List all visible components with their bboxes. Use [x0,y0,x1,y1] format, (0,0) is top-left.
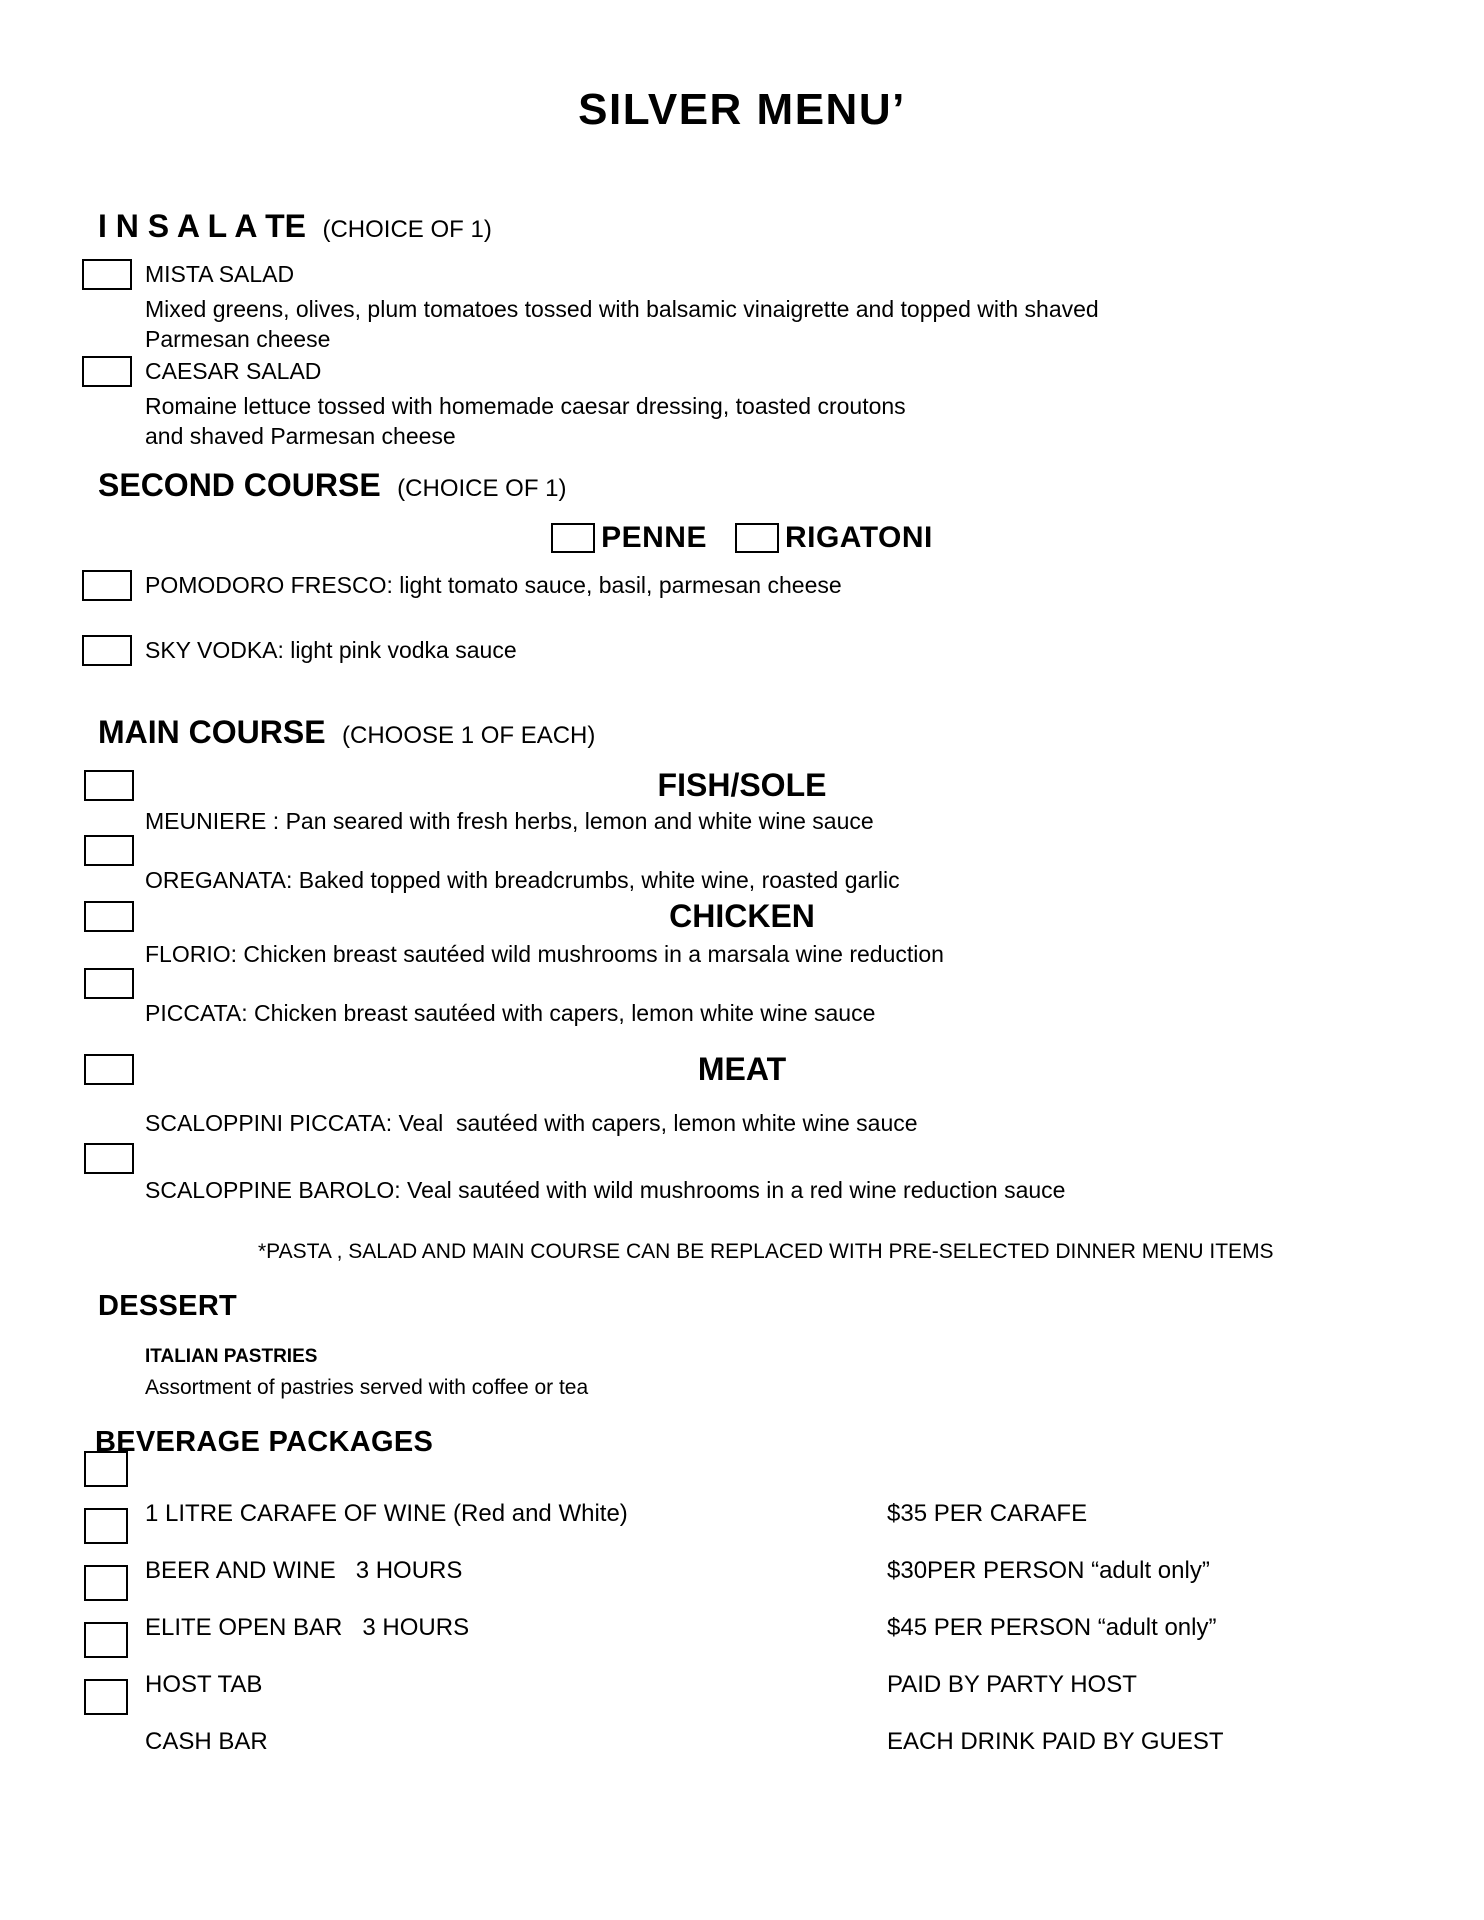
checkbox-chicken-piccata[interactable] [84,968,134,999]
section-main-course [0,712,1484,1204]
beverage-price: EACH DRINK PAID BY GUEST [887,1728,1224,1755]
checkbox-row [0,968,1484,999]
dessert-heading: DESSERT [98,1290,238,1322]
main-course-heading: MAIN COURSE [98,714,326,750]
checkbox-row [0,1143,1484,1174]
item-name: CAESAR SALAD [145,358,322,384]
menu-item-sky-vodka [0,635,1484,666]
section-beverage-packages [0,1424,1484,1757]
checkbox-beer-and-wine[interactable] [84,1508,128,1544]
menu-item-scaloppine-barolo: SCALOPPINE BAROLO: Veal sautéed with wild mushrooms in a red wine reduction sauce [145,1177,1066,1203]
item-name: SKY VODKA: light pink vodka sauce [145,637,517,663]
checkbox-meat-scaloppine-barolo[interactable] [84,1143,134,1174]
beverage-rows [0,1499,1484,1757]
section-dessert [0,1288,1484,1400]
checkbox-sky-vodka[interactable] [82,635,132,666]
beverage-price: $45 PER PERSON “adult only” [887,1614,1217,1641]
item-description [0,391,1484,451]
second-course-heading-row [0,465,1484,512]
checkbox-row [0,835,1484,866]
beverage-price: PAID BY PARTY HOST [887,1671,1137,1698]
item-desc-line: and shaved Parmesan cheese [145,423,456,449]
chicken-heading-row [0,896,1484,936]
section-insalate [0,206,1484,451]
beverage-price: $30PER PERSON “adult only” [887,1557,1210,1584]
beverage-row-beer-and-wine [0,1556,1484,1586]
beverage-row-cash-bar [0,1727,1484,1757]
checkbox-meat-scaloppini-piccata[interactable] [84,1054,134,1085]
checkbox-mista-salad[interactable] [82,259,132,290]
beverage-packages-heading: BEVERAGE PACKAGES [95,1426,434,1458]
menu-item-mista-salad [0,259,1484,290]
main-course-choice-note: (CHOOSE 1 OF EACH) [342,722,596,749]
checkbox-elite-open-bar[interactable] [84,1565,128,1601]
item-description [0,294,1484,354]
checkbox-fish-oreganata[interactable] [84,835,134,866]
insalate-heading-row [0,206,1484,253]
beverage-label: CASH BAR [145,1728,268,1755]
chicken-heading: CHICKEN [669,898,815,934]
pasta-label: RIGATONI [784,521,933,554]
pasta-choice-row [0,520,1484,556]
item-desc-line: Mixed greens, olives, plum tomatoes tossed with balsamic vinaigrette and topped with shaved [145,296,1099,322]
checkbox-pomodoro-fresco[interactable] [82,570,132,601]
beverage-label: ELITE OPEN BAR 3 HOURS [145,1614,470,1641]
dessert-description: Assortment of pastries served with coffee or tea [145,1376,589,1399]
beverage-row-wine-carafe [0,1499,1484,1529]
menu-item-meuniere: MEUNIERE : Pan seared with fresh herbs, lemon and white wine sauce [145,808,874,834]
item-desc-line: Romaine lettuce tossed with homemade caesar dressing, toasted croutons [145,393,906,419]
checkbox-rigatoni[interactable] [735,523,779,553]
menu-item-florio: FLORIO: Chicken breast sautéed wild mushrooms in a marsala wine reduction [145,941,944,967]
checkbox-cash-bar[interactable] [84,1679,128,1715]
meat-heading-row [0,1049,1484,1089]
menu-item-caesar-salad [0,356,1484,387]
checkbox-caesar-salad[interactable] [82,356,132,387]
beverage-row-elite-open-bar [0,1613,1484,1643]
checkbox-host-tab[interactable] [84,1622,128,1658]
menu-item-scaloppini-piccata: SCALOPPINI PICCATA: Veal sautéed with capers, lemon white wine sauce [145,1110,918,1136]
pasta-label: PENNE [601,521,707,554]
item-name: POMODORO FRESCO: light tomato sauce, basil, parmesan cheese [145,572,842,598]
section-second-course [0,465,1484,666]
menu-item-piccata: PICCATA: Chicken breast sautéed with capers, lemon white wine sauce [145,1000,876,1026]
checkbox-penne[interactable] [551,523,595,553]
insalate-choice-note: (CHOICE OF 1) [322,216,492,243]
item-name: MISTA SALAD [145,261,295,287]
beverage-row-host-tab [0,1670,1484,1700]
checkbox-fish-meuniere[interactable] [84,770,134,801]
page-title: SILVER MENU’ [578,85,906,135]
replacement-note: *PASTA , SALAD AND MAIN COURSE CAN BE REPLACED WITH PRE-SELECTED DINNER MENU ITEMS [258,1240,1274,1263]
pasta-option-rigatoni [735,521,933,555]
checkbox-chicken-florio[interactable] [84,901,134,932]
checkbox-wine-carafe[interactable] [84,1451,128,1487]
dessert-item: ITALIAN PASTRIES [145,1346,318,1367]
insalate-heading: I N S A L A TE [98,208,307,244]
beverage-price: $35 PER CARAFE [887,1500,1088,1527]
fish-sole-heading-row [0,765,1484,805]
fish-sole-heading: FISH/SOLE [657,767,827,803]
beverage-label: 1 LITRE CARAFE OF WINE (Red and White) [145,1500,628,1527]
second-course-choice-note: (CHOICE OF 1) [397,475,567,502]
main-course-heading-row [0,712,1484,759]
menu-item-oreganata: OREGANATA: Baked topped with breadcrumbs, white wine, roasted garlic [145,867,900,893]
second-course-heading: SECOND COURSE [98,467,381,503]
beverage-label: HOST TAB [145,1671,263,1698]
menu-item-pomodoro-fresco [0,570,1484,601]
item-desc-line: Parmesan cheese [145,326,331,352]
beverage-label: BEER AND WINE 3 HOURS [145,1557,463,1584]
pasta-option-penne [551,521,707,555]
meat-heading: MEAT [697,1051,787,1087]
